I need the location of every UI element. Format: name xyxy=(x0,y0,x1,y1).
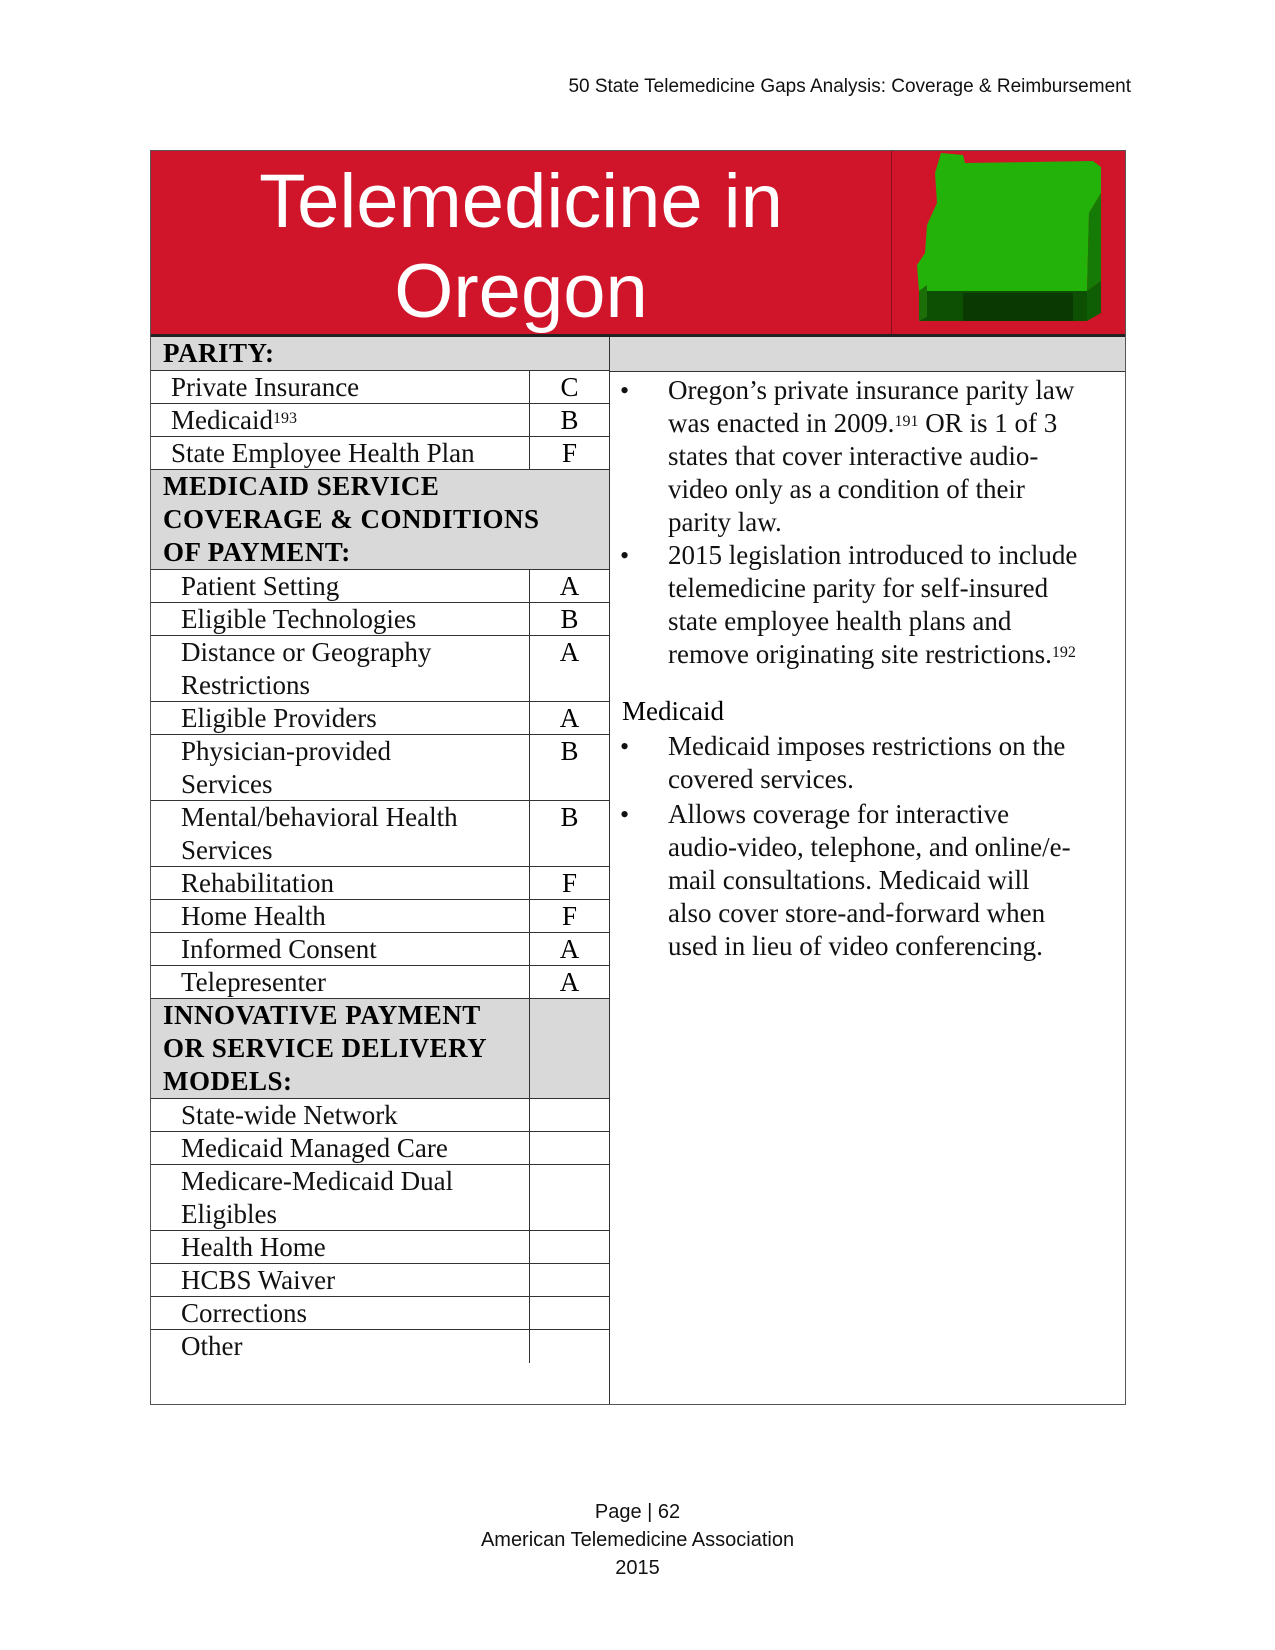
bullet-line: telemedicine parity for self-insured xyxy=(668,573,1049,603)
grade-cell-empty xyxy=(529,999,609,1098)
table-row xyxy=(151,404,609,437)
grade-cell: A xyxy=(529,966,609,998)
bullet-line: parity law. xyxy=(668,507,782,537)
row-label xyxy=(151,404,529,437)
table-row xyxy=(151,867,609,900)
label-line: Mental/behavioral Health xyxy=(181,802,458,832)
table-row xyxy=(151,702,609,735)
bullet-item xyxy=(610,798,1125,963)
heading-line: MEDICAID SERVICE xyxy=(163,471,440,501)
grade-cell: F xyxy=(529,900,609,932)
parity-bullets xyxy=(610,374,1125,671)
banner-title-line2: Oregon xyxy=(394,249,648,334)
bullet-line: audio-video, telephone, and online/e- xyxy=(668,832,1071,862)
grade-cell xyxy=(529,1297,609,1329)
grade-cell: F xyxy=(529,437,609,469)
oregon-map-icon xyxy=(903,153,1113,333)
grade-cell: B xyxy=(529,801,609,866)
table-row xyxy=(151,933,609,966)
title-banner xyxy=(151,151,1125,337)
heading-line: INNOVATIVE PAYMENT xyxy=(163,1000,481,1030)
row-label: Eligible Technologies xyxy=(181,604,417,634)
table-row xyxy=(151,437,609,470)
bullet-item xyxy=(610,539,1125,671)
grade-cell: B xyxy=(529,404,609,436)
bullet-line: covered services. xyxy=(668,764,854,794)
grade-cell xyxy=(529,1330,609,1363)
bullet-item xyxy=(610,374,1125,539)
row-label: HCBS Waiver xyxy=(181,1265,336,1295)
table-row xyxy=(151,636,609,702)
row-label: State Employee Health Plan xyxy=(171,438,475,468)
table-row xyxy=(151,801,609,867)
table-row xyxy=(151,1231,609,1264)
heading-line: COVERAGE & CONDITIONS xyxy=(163,504,540,534)
bullet-line: states that cover interactive audio- xyxy=(668,441,1039,471)
table-row xyxy=(151,1330,609,1363)
bullet-line: mail consultations. Medicaid will xyxy=(668,865,1030,895)
bullet-line: also cover store-and-forward when xyxy=(668,898,1046,928)
bullet-line: • Oregon’s private insurance parity law xyxy=(668,375,1075,405)
footer-organization: American Telemedicine Association xyxy=(480,1529,795,1551)
row-label: Patient Setting xyxy=(181,571,340,601)
innovative-heading xyxy=(151,999,609,1099)
bullet-text: remove originating site restrictions. xyxy=(668,639,1052,669)
row-label: Eligible Providers xyxy=(181,703,377,733)
bullet-text: was enacted in 2009. xyxy=(668,408,895,438)
banner-title-line1: Telemedicine in xyxy=(259,159,783,244)
commentary-column xyxy=(609,337,1125,1404)
grade-cell: A xyxy=(529,702,609,734)
medicaid-heading xyxy=(151,470,609,570)
table-row xyxy=(151,1132,609,1165)
label-line: Medicare-Medicaid Dual xyxy=(181,1166,454,1196)
grade-cell xyxy=(529,1165,609,1230)
row-label: Informed Consent xyxy=(181,934,377,964)
label-line: Services xyxy=(181,835,273,865)
label-line: Eligibles xyxy=(181,1199,277,1229)
footnote-ref: 193 xyxy=(272,410,297,427)
table-row xyxy=(151,1297,609,1330)
row-label: Rehabilitation xyxy=(181,868,334,898)
bullet-line: • Allows coverage for interactive xyxy=(668,799,1010,829)
row-label: Health Home xyxy=(181,1232,326,1262)
footer-year: 2015 xyxy=(615,1557,660,1579)
table-row xyxy=(151,1165,609,1231)
bullet-line: • 2015 legislation introduced to include xyxy=(668,540,1078,570)
table-row xyxy=(151,1264,609,1297)
heading-line: OR SERVICE DELIVERY xyxy=(163,1033,488,1063)
bullet-line: • Medicaid imposes restrictions on the xyxy=(668,731,1066,761)
bullet-line xyxy=(668,407,1115,440)
grade-cell xyxy=(529,1231,609,1263)
running-header: 50 State Telemedicine Gaps Analysis: Coverage & Reimbursement xyxy=(568,76,1131,97)
row-label: Telepresenter xyxy=(181,967,327,997)
table-row xyxy=(151,570,609,603)
label-line: Services xyxy=(181,769,273,799)
bullet-line: state employee health plans and xyxy=(668,606,1012,636)
grade-cell: A xyxy=(529,636,609,701)
row-label: Other xyxy=(181,1331,243,1361)
banner-divider xyxy=(891,151,892,334)
bullet-item xyxy=(610,730,1125,796)
row-label: State-wide Network xyxy=(181,1100,398,1130)
grade-cell: F xyxy=(529,867,609,899)
row-label xyxy=(151,801,529,867)
row-label: Home Health xyxy=(181,901,326,931)
medicaid-subheading: Medicaid xyxy=(622,696,724,726)
bullet-line: video only as a condition of their xyxy=(668,474,1025,504)
commentary-header xyxy=(610,337,1125,372)
heading-line: MODELS: xyxy=(163,1066,293,1096)
label-line: Restrictions xyxy=(181,670,310,700)
medicaid-bullets xyxy=(610,730,1125,963)
table-row xyxy=(151,1099,609,1132)
row-label: Medicaid Managed Care xyxy=(181,1133,448,1163)
bullet-line: used in lieu of video conferencing. xyxy=(668,931,1043,961)
label-line: Physician-provided xyxy=(181,736,391,766)
grade-cell: A xyxy=(529,933,609,965)
grade-cell xyxy=(529,1264,609,1296)
row-label xyxy=(151,735,529,801)
row-label: Corrections xyxy=(181,1298,307,1328)
banner-title xyxy=(151,157,891,337)
row-label: Private Insurance xyxy=(171,372,360,402)
footnote-ref: 191 xyxy=(894,413,919,430)
grade-cell: A xyxy=(529,570,609,602)
grade-cell: B xyxy=(529,735,609,800)
table-row xyxy=(151,603,609,636)
grade-cell xyxy=(529,1132,609,1164)
state-profile-table xyxy=(150,150,1126,1405)
grade-cell: C xyxy=(529,371,609,403)
table-row xyxy=(151,966,609,999)
page-number: Page | 62 xyxy=(594,1501,681,1523)
row-label-text: Medicaid xyxy=(171,405,273,435)
row-label xyxy=(151,1165,529,1231)
page-footer xyxy=(0,1498,1275,1582)
row-label xyxy=(151,636,529,702)
grades-column xyxy=(151,337,609,1363)
heading-line: OF PAYMENT: xyxy=(163,537,351,567)
footnote-ref: 192 xyxy=(1051,644,1076,661)
grade-cell: B xyxy=(529,603,609,635)
bullet-text: OR is 1 of 3 xyxy=(918,408,1058,438)
bullet-line xyxy=(668,638,1115,671)
table-row xyxy=(151,371,609,404)
table-row xyxy=(151,735,609,801)
grade-cell xyxy=(529,1099,609,1131)
label-line: Distance or Geography xyxy=(181,637,432,667)
table-row xyxy=(151,900,609,933)
parity-heading: PARITY: xyxy=(151,337,609,371)
